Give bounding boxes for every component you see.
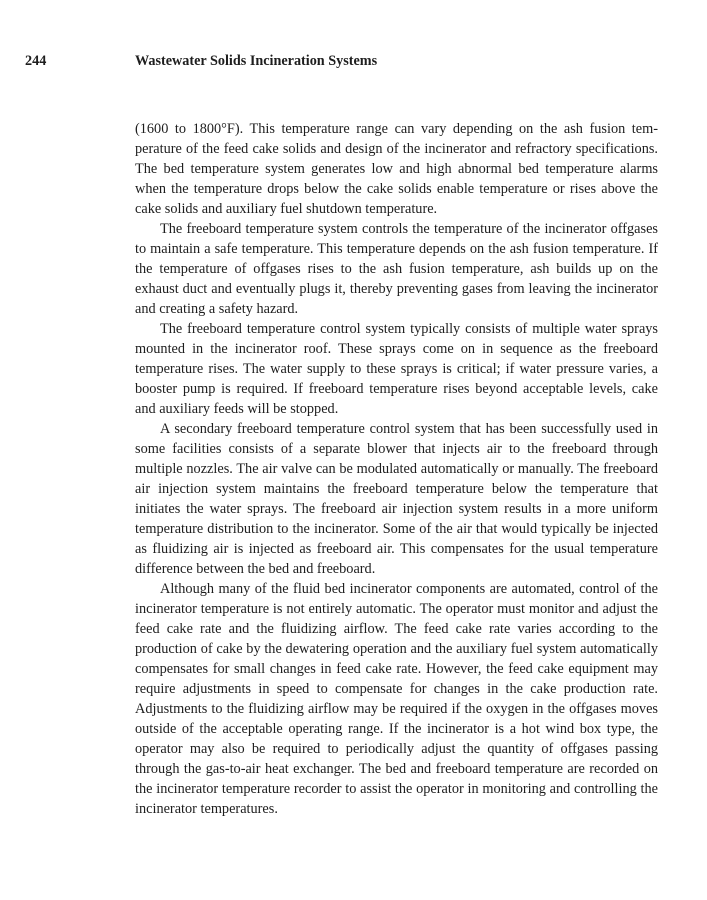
paragraph-freeboard-system: The freeboard temperature system controls the temperature of the incinerator offgases to maintain a safe temperature. This temperature depends on the ash fusion temperature. If the temperature of offgases rises to the ash fusion temperature, ash builds up on the exhaust duct and eventually plugs it, thereby preventing gases from leaving the incinerator and creating a safety hazard. [135,221,658,317]
body-text [135,119,658,819]
paragraph-operator-control: Although many of the fluid bed incinerator components are automated, control of the incinerator temperature is not entirely automatic. The operator must monitor and adjust the feed cake rate and the fluidizing airflow. The feed cake rate varies according to the production of cake by the dewatering operation and the auxiliary fuel system automatically compensates for small changes in feed cake rate. However, the feed cake equipment may require adjustments in speed to compensate for changes in the cake production rate. Adjustments to the fluidizing airflow may be required if the oxygen in the offgases moves outside of the acceptable operating range. If the incinerator is a hot wind box type, the operator may also be required to periodically adjust the quantity of offgases passing through the gas-to-air heat exchanger. The bed and freeboard temperature are recorded on the incinerator temperature recorder to assist the operator in monitoring and controlling the incinerator temperatures. [135,581,658,817]
paragraph-continued: (1600 to 1800°F). This temperature range can vary depending on the ash fusion temperature of the feed cake solids and design of the incinerator and refractory specifications. The bed temperature system generates low and high abnormal bed temperature alarms when the temperature drops below the cake solids enable temperature or rises above the cake solids and auxiliary fuel shutdown temperature. [135,121,658,217]
page-number: 244 [25,53,47,69]
paragraph-water-sprays: The freeboard temperature control system typically consists of multiple water sprays mounted in the incinerator roof. These sprays come on in sequence as the freeboard temperature rises. The water supply to these sprays is critical; if water pressure varies, a booster pump is required. If freeboard temperature rises beyond acceptable levels, cake and auxiliary feeds will be stopped. [135,321,658,417]
running-header [25,52,667,70]
running-header-title: Wastewater Solids Incineration Systems [135,53,378,69]
paragraph-air-injection: A secondary freeboard temperature control system that has been successfully used in some facilities consists of a separate blower that injects air to the freeboard through multiple nozzles. The air valve can be modulated automatically or manually. The freeboard air injection system maintains the freeboard temperature below the temperature that initiates the water sprays. The freeboard air injection system results in a more uniform temperature distribution to the incinerator. Some of the air that would typically be injected as fluidizing air is injected as freeboard air. This compensates for the usual temperature difference between the bed and freeboard. [135,421,658,577]
